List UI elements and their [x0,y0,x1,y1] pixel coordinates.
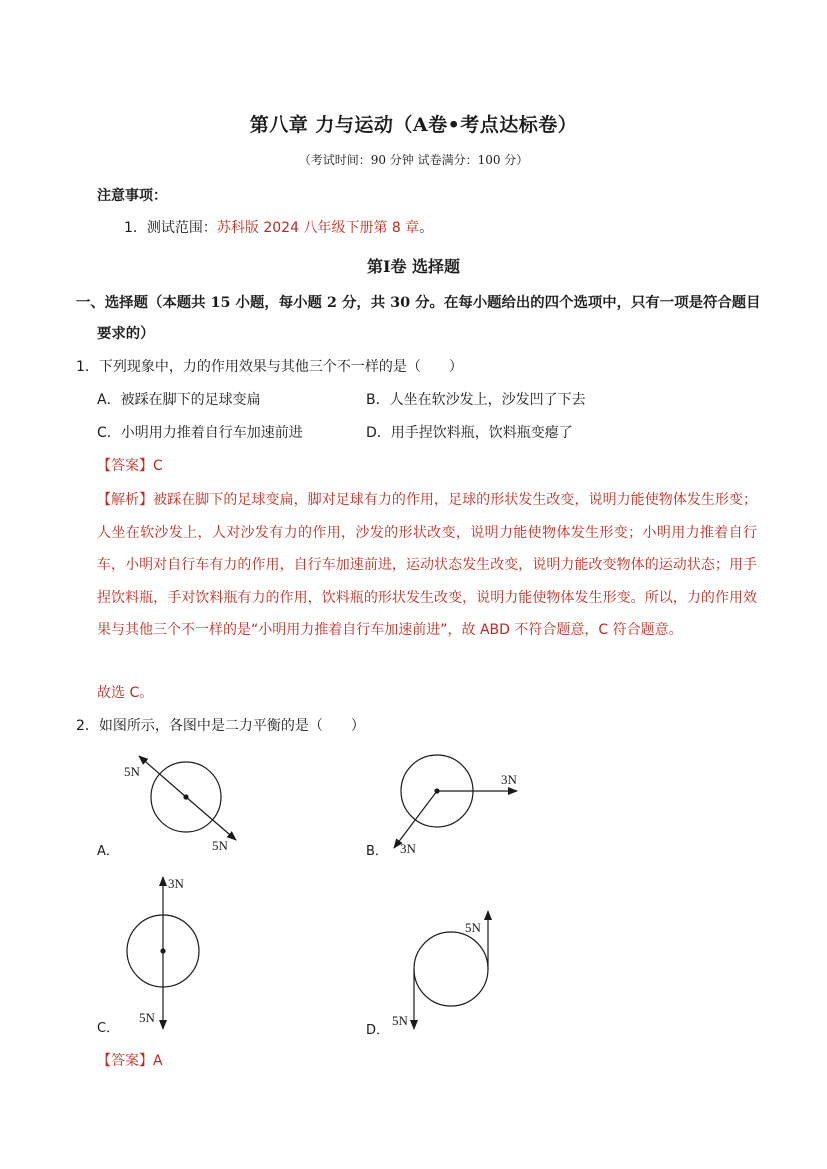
notes-item-1-prefix: 1．测试范围： [124,220,217,236]
figure-c-force-1-label: 3N [168,876,184,891]
figure-b-force-1-label: 3N [501,772,517,787]
figure-b-force-arrow-2 [394,791,437,848]
figure-d-force-1-label: 5N [465,920,481,935]
q2-answer: 【答案】A [97,1053,163,1069]
figure-d-force-2-label: 5N [392,1013,408,1028]
figure-a-force-2-label: 5N [212,838,228,853]
figure-d-label: D． [366,1023,390,1038]
q1-answer: 【答案】C [97,458,163,474]
figure-c-force-2-label: 5N [139,1010,155,1025]
figure-b-force-2-label: 3N [400,841,416,856]
figure-d [366,911,488,1038]
figure-a [97,756,236,859]
figure-c [97,876,199,1036]
q1-stem: 1．下列现象中，力的作用效果与其他三个不一样的是（ ） [76,359,463,375]
q1-option-c: C．小明用力推着自行车加速前进 [97,425,303,441]
q1-option-b: B．人坐在软沙发上，沙发凹了下去 [366,392,586,408]
notes-item-1-suffix: 。 [419,220,434,236]
q1-conclusion: 故选 C。 [97,685,154,701]
figure-d-circle [414,932,488,1006]
q1-analysis: 【解析】被踩在脚下的足球变扁，脚对足球有力的作用，足球的形状发生改变，说明力能使物体发生形变；人坐在软沙发上，人对沙发有力的作用，沙发的形状改变，说明力能使物体发生形变；小明用力推着自行车，小明对自行车有力的作用，自行车加速前进，运动状态发生改变，说明力能改变物体的运动状态；用手捏饮料瓶，手对饮料瓶有力的作用，饮料瓶的形状发生改变，说明力能使物体发生形变。所以，力的作用效果与其他三个不一样的是“小明用力推着自行车加速前进”，故 ABD 不符合题意，C 符合题意。 [97,492,757,638]
part1-instructions-line1: 一、选择题（本题共 15 小题，每小题 2 分，共 30 分。在每小题给出的四个选项中，只有一项是符合题目 [76,294,761,311]
page-title: 第八章 力与运动（A卷•考点达标卷） [249,114,578,136]
q1-option-a: A．被踩在脚下的足球变扁 [97,392,261,408]
figure-a-force-arrow-2 [186,797,236,840]
figure-a-label: A． [97,844,119,859]
notes-item-1-scope: 苏科版 2024 八年级下册第 8 章 [216,220,420,236]
section-title: 第Ⅰ卷 选择题 [366,257,461,276]
figure-b-label: B． [366,844,388,859]
figure-a-force-1-label: 5N [124,764,140,779]
q1-option-d: D．用手捏饮料瓶，饮料瓶变瘪了 [366,425,573,441]
exam-info: （考试时间：90 分钟 试卷满分：100 分） [298,153,529,167]
figure-c-label: C． [97,1021,120,1036]
figure-b [366,755,518,859]
notes-heading: 注意事项： [97,188,167,204]
part1-instructions-line2: 要求的） [97,325,155,342]
q2-stem: 2．如图所示，各图中是二力平衡的是（ ） [76,718,365,734]
